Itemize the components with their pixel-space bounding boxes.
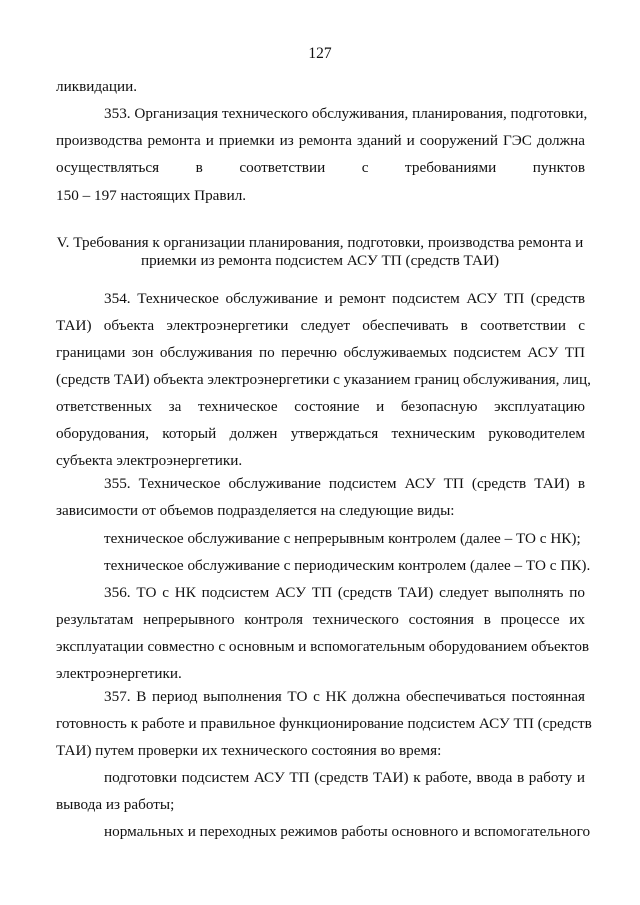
paragraph-353-line: производства ремонта и приемки из ремонта зданий и сооружений ГЭС должна: [56, 132, 585, 149]
paragraph-354-line: 354. Техническое обслуживание и ремонт подсистем АСУ ТП (средств: [104, 290, 585, 307]
paragraph-356-line: электроэнергетики.: [56, 665, 182, 682]
list-item: техническое обслуживание с периодическим контролем (далее – ТО с ПК).: [104, 557, 591, 574]
list-item: нормальных и переходных режимов работы основного и вспомогательного: [104, 823, 591, 840]
section-heading: V. Требования к организации планирования, подготовки, производства ремонта и: [56, 234, 584, 251]
section-heading: приемки из ремонта подсистем АСУ ТП (средств ТАИ): [140, 252, 500, 269]
paragraph-355-line: 355. Техническое обслуживание подсистем АСУ ТП (средств ТАИ) в: [104, 475, 585, 492]
text-line: ликвидации.: [56, 78, 138, 95]
paragraph-354-line: оборудования, который должен утверждаться техническим руководителем: [56, 425, 585, 442]
paragraph-353-line: осуществляться в соответствии с требованиями пунктов: [56, 159, 585, 176]
paragraph-355-line: зависимости от объемов подразделяется на следующие виды:: [56, 502, 455, 519]
page-number: 127: [308, 45, 332, 62]
paragraph-353-line: 150 – 197 настоящих Правил.: [56, 187, 247, 204]
paragraph-357-line: 357. В период выполнения ТО с НК должна обеспечиваться постоянная: [104, 688, 585, 705]
paragraph-354-line: границами зон обслуживания по перечню обслуживаемых подсистем АСУ ТП: [56, 344, 585, 361]
list-item: техническое обслуживание с непрерывным контролем (далее – ТО с НК);: [104, 530, 581, 547]
paragraph-356-line: эксплуатации совместно с основным и вспомогательным оборудованием объектов: [56, 638, 590, 655]
paragraph-356-line: результатам непрерывного контроля технического состояния в процессе их: [56, 611, 585, 628]
paragraph-357-line: ТАИ) путем проверки их технического состояния во время:: [56, 742, 442, 759]
paragraph-354-line: ТАИ) объекта электроэнергетики следует обеспечивать в соответствии с: [56, 317, 585, 334]
paragraph-357-line: готовность к работе и правильное функционирование подсистем АСУ ТП (средств: [56, 715, 592, 732]
paragraph-353-line: 353. Организация технического обслуживания, планирования, подготовки,: [104, 105, 588, 122]
paragraph-354-line: ответственных за техническое состояние и безопасную эксплуатацию: [56, 398, 585, 415]
list-item: подготовки подсистем АСУ ТП (средств ТАИ) к работе, ввода в работу и: [104, 769, 585, 786]
paragraph-354-line: субъекта электроэнергетики.: [56, 452, 243, 469]
paragraph-354-line: (средств ТАИ) объекта электроэнергетики с указанием границ обслуживания, лиц,: [56, 371, 591, 388]
list-item: вывода из работы;: [56, 796, 175, 813]
paragraph-356-line: 356. ТО с НК подсистем АСУ ТП (средств ТАИ) следует выполнять по: [104, 584, 585, 601]
